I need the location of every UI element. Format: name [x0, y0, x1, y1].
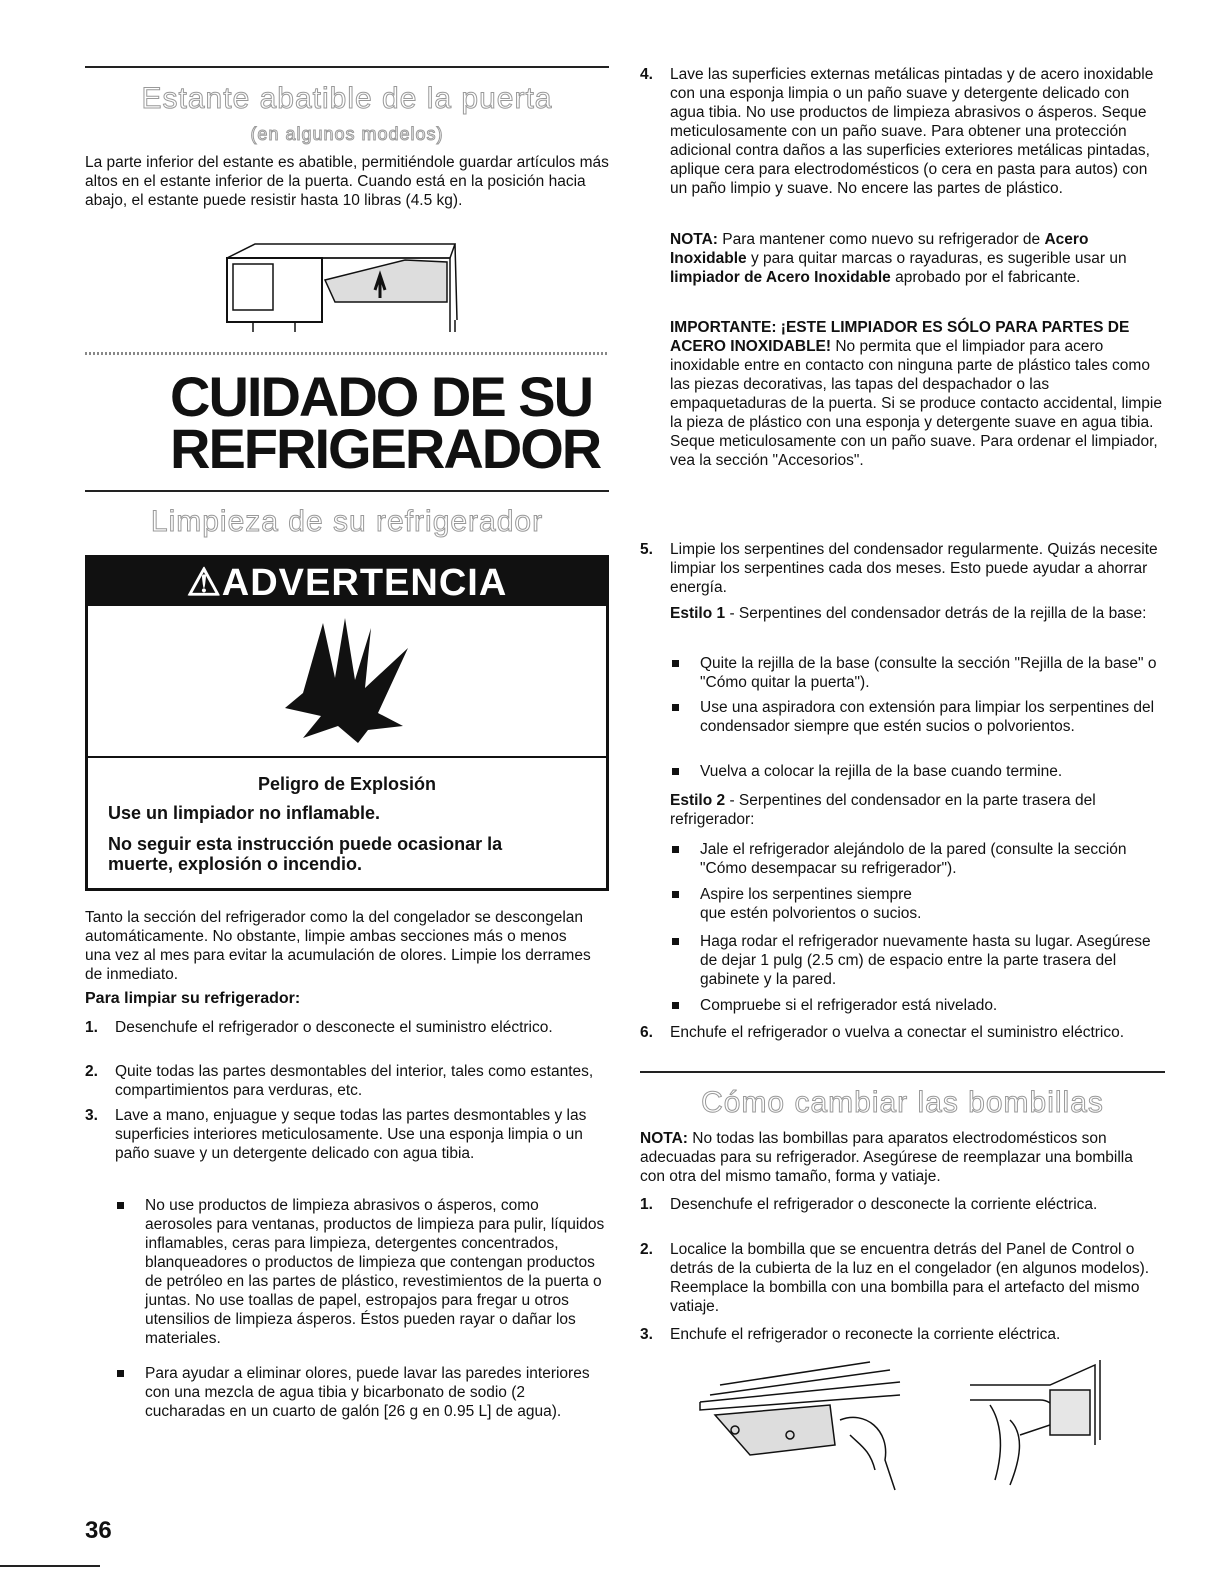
bullet-item: Use una aspiradora con extensión para limpiar los serpentines del condensador siempre que estén sucios o polvorientos.: [670, 698, 1165, 736]
bullet-item: Aspire los serpentines siempre que estén polvorientos o sucios.: [670, 885, 1165, 923]
warning-box: [85, 555, 609, 891]
bulb-title: Cómo cambiar las bombillas: [701, 1086, 1104, 1119]
shelf-subtitle: (en algunos modelos): [250, 124, 444, 144]
importante-note: IMPORTANTE: ¡ESTE LIMPIADOR ES SÓLO PARA PARTES DE ACERO INOXIDABLE! No permita que el limpiador para acero inoxidable entre en contacto con ninguna parte de plástico tales como las piezas decorativas, las tapas del despachador o las empaquetaduras de la puerta. Si se produce contacto accidental, limpie la pieza de plástico con una esponja y detergente suave en agua tibia. Seque meticulosamente con un paño suave. Para ordenar el limpiador, vea la sección "Accesorios".: [670, 319, 1162, 469]
page-number: 36: [85, 1517, 112, 1544]
dotted-divider: [85, 352, 609, 355]
estilo1-text: Estilo 1 - Serpentines del condensador detrás de la rejilla de la base:: [670, 605, 1147, 622]
footer-rule: [0, 1565, 100, 1567]
nota-bulbs: NOTA: No todas las bombillas para aparatos electrodomésticos son adecuadas para su refrigerador. Asegúrese de reemplazar una bombilla con otra del mismo tamaño, forma y vatiaje.: [640, 1130, 1133, 1185]
hazard-title: Peligro de Explosión: [257, 774, 437, 794]
main-title-line1: CUIDADO DE SU: [170, 365, 593, 428]
list-item: 3. Lave a mano, enjuague y seque todas las partes desmontables y las superficies interiores meticulosamente. Use una esponja limpia o un paño suave y un detergente delicado con agua tibia.: [85, 1107, 587, 1162]
bullet-icon: [672, 891, 679, 898]
bullet-icon: [672, 768, 679, 775]
bullet-icon: [672, 846, 679, 853]
list-item: 2. Localice la bombilla que se encuentra detrás del Panel de Control o detrás de la cubierta de la luz en el congelador (en algunos modelos). Reemplace la bombilla con una bombilla para el artefacto del mismo vatiaje.: [640, 1241, 1150, 1315]
shelf-illustration: [225, 240, 545, 335]
steps-heading: Para limpiar su refrigerador:: [85, 990, 301, 1007]
list-item: 1. Desenchufe el refrigerador o desconecte la corriente eléctrica.: [640, 1196, 1098, 1213]
estilo2-text: Estilo 2 - Serpentines del condensador en la parte trasera del refrigerador:: [670, 792, 1096, 828]
shelf-text: La parte inferior del estante es abatible, permitiéndole guardar artículos más altos en el estante inferior de la puerta. Cuando está en la posición hacia abajo, el estante puede resistir hasta 10 libras (4.5 kg).: [85, 154, 609, 209]
list-item: 5. Limpie los serpentines del condensador regularmente. Quizás necesite limpiar los serpentines cada dos meses. Esto puede ayudar a ahorrar energía.: [640, 541, 1158, 596]
list-item: 3. Enchufe el refrigerador o reconecte la corriente eléctrica.: [640, 1326, 1061, 1343]
list-item: 2. Quite todas las partes desmontables del interior, tales como estantes, compartimientos para verduras, etc.: [85, 1063, 594, 1099]
warning-header: ⚠ADVERTENCIA: [88, 558, 606, 606]
bullet-icon: [117, 1202, 124, 1209]
bullet-icon: [672, 1002, 679, 1009]
shelf-title: Estante abatible de la puerta: [141, 82, 553, 115]
main-title-line2: REFRIGERADOR: [170, 417, 601, 480]
section-rule: [85, 490, 609, 492]
bullet-item: Para ayudar a eliminar olores, puede lavar las paredes interiores con una mezcla de agua tibia y bicarbonato de sodio (2 cucharadas en un cuarto de galón [26 g en 0.95 L] de agua).: [115, 1364, 609, 1421]
warning-divider: [88, 756, 606, 758]
bullet-item: Jale el refrigerador alejándolo de la pared (consulte la sección "Cómo desempacar su refrigerador").: [670, 840, 1165, 878]
warning-line2: No seguir esta instrucción puede ocasionar la muerte, explosión o incendio.: [108, 834, 503, 874]
list-item: 1. Desenchufe el refrigerador o desconecte el suministro eléctrico.: [85, 1019, 553, 1036]
list-item: 4. Lave las superficies externas metálicas pintadas y de acero inoxidable con una esponja limpia o un paño suave y detergente delicado con agua tibia. No use productos de limpieza abrasivos o ásperos. Seque meticulosamente con un paño suave. Para obtener una protección adicional contra daños a las superficies exteriores metálicas pintadas, aplique cera para electrodomésticos (o cera en pasta para autos) con un paño limpio y suave. No encere las partes de plástico.: [640, 66, 1154, 197]
bullet-icon: [672, 660, 679, 667]
defrost-text: Tanto la sección del refrigerador como la del congelador se descongelan automáticamente. No obstante, limpie ambas secciones más o menos una vez al mes para evitar la acumulación de olores. Limpie los derrames de inmediato.: [85, 909, 591, 983]
bulb-replacement-illustration: [690, 1360, 1150, 1495]
warning-triangle-icon: ⚠: [186, 562, 222, 604]
bullet-item: Vuelva a colocar la rejilla de la base cuando termine.: [670, 762, 1165, 781]
explosion-icon: [283, 618, 413, 748]
bullet-icon: [117, 1370, 124, 1377]
bullet-icon: [672, 938, 679, 945]
warning-line1: Use un limpiador no inflamable.: [108, 803, 381, 823]
bullet-item: Haga rodar el refrigerador nuevamente hasta su lugar. Asegúrese de dejar 1 pulg (2.5 cm) de espacio entre la parte trasera del gabinete y la pared.: [670, 932, 1165, 989]
section-rule: [640, 1071, 1165, 1073]
section-rule: [85, 66, 609, 68]
bullet-item: Quite la rejilla de la base (consulte la sección "Rejilla de la base" o "Cómo quitar la puerta").: [670, 654, 1165, 692]
bullet-item: Compruebe si el refrigerador está nivelado.: [670, 996, 1165, 1015]
clean-title: Limpieza de su refrigerador: [150, 505, 544, 538]
list-item: 6. Enchufe el refrigerador o vuelva a conectar el suministro eléctrico.: [640, 1024, 1125, 1041]
bullet-item: No use productos de limpieza abrasivos o ásperos, como aerosoles para ventanas, productos de limpieza para pulir, líquidos inflamables, ceras para limpieza, detergentes concentrados, blanqueadores o productos de limpieza que contengan productos de petróleo en las partes de plástico, revestimientos de la puerta o juntas. No use toallas de papel, estropajos para fregar u otros utensilios de limpieza ásperos. Éstos pueden rayar o dañar los materiales.: [115, 1196, 609, 1348]
bullet-icon: [672, 704, 679, 711]
nota-stainless: NOTA: Para mantener como nuevo su refrigerador de Acero Inoxidable y para quitar marcas o rayaduras, es sugerible usar un limpiador de Acero Inoxidable aprobado por el fabricante.: [670, 231, 1127, 286]
